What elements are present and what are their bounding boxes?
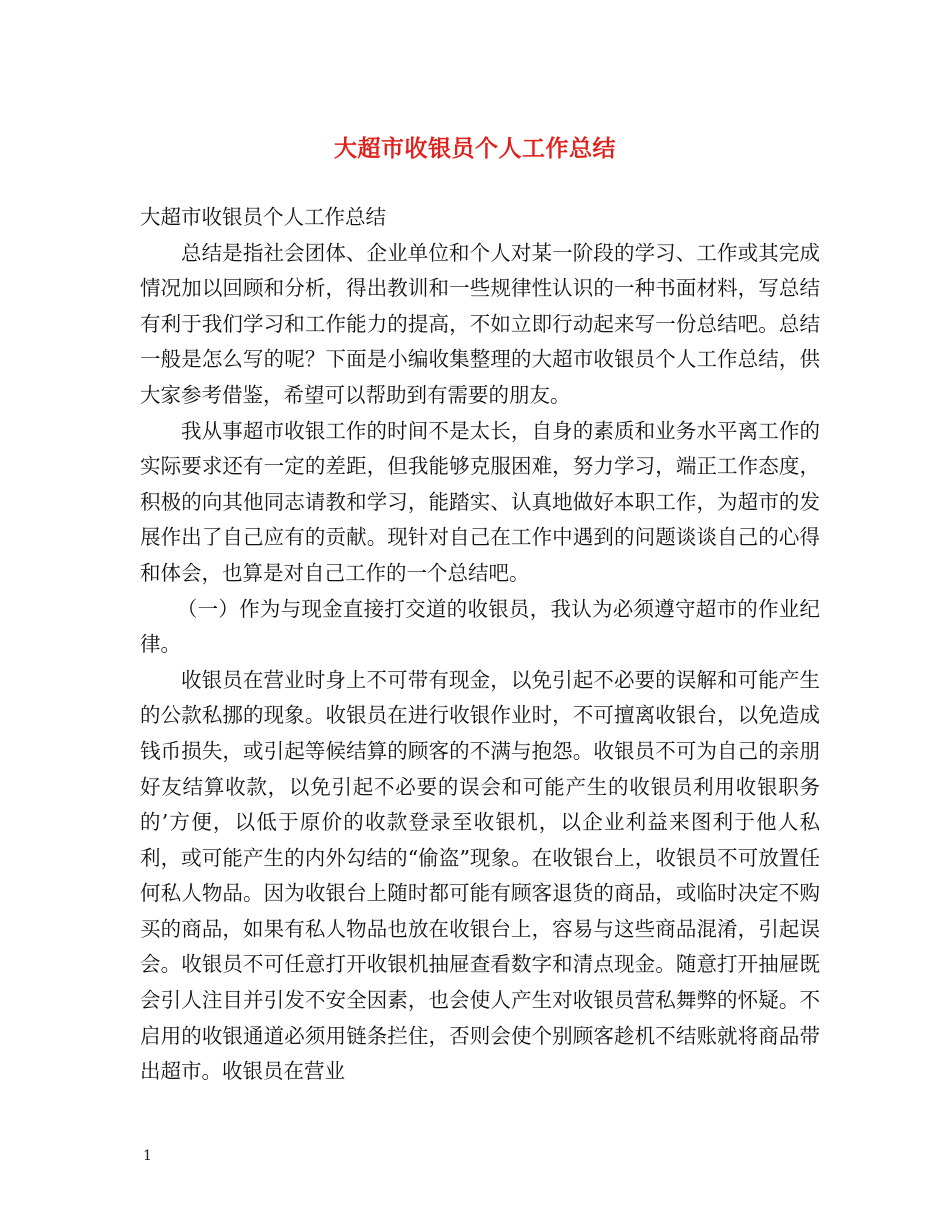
document-subtitle: 大超市收银员个人工作总结 xyxy=(140,205,386,229)
page-number: 1 xyxy=(143,1148,152,1164)
paragraph-rules: 收银员在营业时身上不可带有现金，以免引起不必要的误解和可能产生的公款私挪的现象。收银员在进行收银作业时，不可擅离收银台，以免造成钱币损失，或引起等候结算的顾客的不满与抱怨。收银员不可为自己的亲朋好友结算收款，以免引起不必要的误会和可能产生的收银员利用收银职务的’方便，以低于原价的收款登录至收银机，以企业利益来图利于他人私利，或可能产生的内外勾结的“偷盗”现象。在收银台上，收银员不可放置任何私人物品。因为收银台上随时都可能有顾客退货的商品，或临时决定不购买的商品，如果有私人物品也放在收银台上，容易与这些商品混淆，引起误会。收银员不可任意打开收银机抽屉查看数字和清点现金。随意打开抽屉既会引人注目并引发不安全因素，也会使人产生对收银员营私舞弊的怀疑。不启用的收银通道必须用链条拦住，否则会使个别顾客趁机不结账就将商品带出超市。收银员在营业 xyxy=(140,667,820,1084)
paragraph-intro: 总结是指社会团体、企业单位和个人对某一阶段的学习、工作或其完成情况加以回顾和分析，得出教训和一些规律性认识的一种书面材料，写总结有利于我们学习和工作能力的提高，不如立即行动起来写一份总结吧。总结一般是怎么写的呢？下面是小编收集整理的大超市收银员个人工作总结，供大家参考借鉴，希望可以帮助到有需要的朋友。 xyxy=(140,240,820,407)
paragraph-experience: 我从事超市收银工作的时间不是太长，自身的素质和业务水平离工作的实际要求还有一定的差距，但我能够克服困难，努力学习，端正工作态度，积极的向其他同志请教和学习，能踏实、认真地做好本职工作，为超市的发展作出了自己应有的贡献。现针对自己在工作中遇到的问题谈谈自己的心得和体会，也算是对自己工作的一个总结吧。 xyxy=(140,418,820,585)
paragraph-section-heading: （一）作为与现金直接打交道的收银员，我认为必须遵守超市的作业纪律。 xyxy=(140,596,820,657)
document-title: 大超市收银员个人工作总结 xyxy=(334,135,616,162)
document-body xyxy=(140,200,820,1090)
